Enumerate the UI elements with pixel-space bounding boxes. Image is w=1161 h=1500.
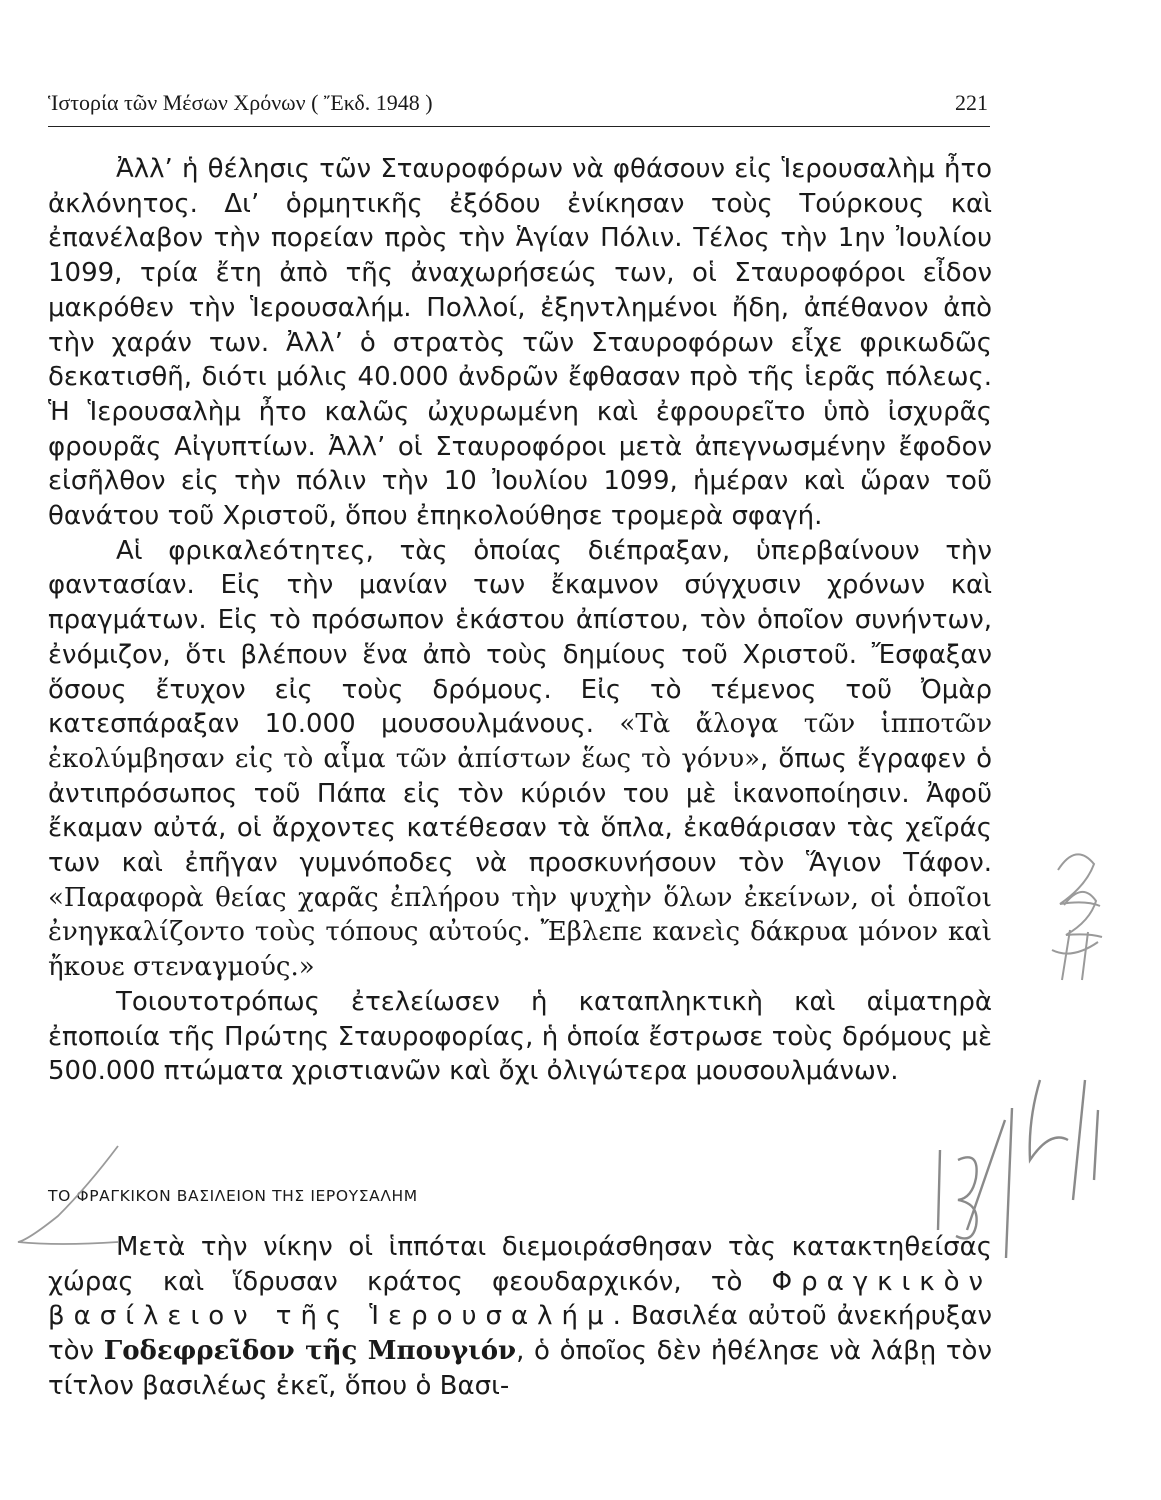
paragraph-3: Τοιουτοτρόπως ἐτελείωσεν ἡ καταπληκτικὴ καὶ αἱματηρὰ ἐποποιία τῆς Πρώτης Σταυροφορίας, ἡ ὁποία ἔστρωσε τοὺς δρόμους μὲ 500.000 πτώματα χριστιανῶν καὶ ὄχι ὀλιγώτερα μουσουλμάνων. xyxy=(48,986,992,1087)
section-part-b: . Βασιλέα αὐτοῦ ἀνεκήρυξαν τὸν xyxy=(48,1301,993,1367)
section-part-c: , ὁ ὁποῖος δὲν ἠθέλησε νὰ λάβῃ τὸν τίτλον βασιλέως ἐκεῖ, ὅπου ὁ Βασι- xyxy=(48,1336,992,1401)
running-header xyxy=(48,90,988,116)
section-heading: ΤΟ ΦΡΑΓΚΙΚΟΝ ΒΑΣΙΛΕΙΟΝ ΤΗΣ ΙΕΡΟΥΣΑΛΗΜ xyxy=(48,1187,418,1205)
header-rule xyxy=(48,126,990,127)
spaced-phrase: Φραγκικὸν βασίλειον τῆς Ἱερουσαλήμ xyxy=(48,1266,992,1332)
section-part-a: Μετὰ τὴν νίκην οἱ ἱππόται διεμοιράσθησαν τὰς κατακτηθείσας χώρας καὶ ἵδρυσαν κράτος φεουδαρχικόν, τὸ xyxy=(48,1232,992,1297)
main-text xyxy=(48,152,992,1089)
pencil-mark-top xyxy=(1052,854,1102,980)
paragraph-2 xyxy=(48,534,992,985)
chronicle-quote-2: «Παραφορὰ θείας χαρᾶς ἐπλήρου τὴν ψυχὴν ὅλων ἐκείνων, οἱ ὁποῖοι ἐνηγκαλίζοντο τοὺς τόπους αὐτούς. Ἔβλεπε κανεὶς δάκρυα μόνον καὶ ἤκουε στεναγμούς.» xyxy=(48,882,992,983)
section-text xyxy=(48,1230,992,1404)
paragraph-2-part-a: Αἱ φρικαλεότητες, τὰς ὁποίας διέπραξαν, ὑπερβαίνουν τὴν φαντασίαν. Εἰς τὴν μανίαν των ἔκαμνον σύγχυσιν χρόνων καὶ πραγμάτων. Εἰς τὸ πρόσωπον ἑκάστου ἀπίστου, τὸν ὁποῖον συνήντων, ἐνόμιζον, ὅτι βλέπουν ἕνα ἀπὸ τοὺς δημίους τοῦ Χριστοῦ. Ἔσφαξαν ὅσους ἔτυχον εἰς τοὺς δρόμους. Εἰς τὸ τέμενος τοῦ Ὀμὰρ κατεσπάραξαν 10.000 μουσουλμάνους. xyxy=(48,535,992,740)
section-paragraph xyxy=(48,1230,992,1404)
page-number: 221 xyxy=(955,90,988,115)
king-name: Γοδεφρεῖδον τῆς Μπουγιόν xyxy=(103,1336,517,1367)
paragraph-2-part-b: , ὅπως ἔγραφεν ὁ ἀντιπρόσωπος τοῦ Πάπα εἰς τὸν κύριόν του μὲ ἱκανοποίησιν. Ἀφοῦ ἔκαμαν αὐτά, οἱ ἄρχοντες κατέθεσαν τὰ ὅπλα, ἐκαθάρισαν τὰς χεῖράς των καὶ ἐπῆγαν γυμνόποδες νὰ προσκυνήσουν τὸν Ἅγιον Τάφον. xyxy=(48,743,992,879)
paragraph-1: Ἀλλ’ ἡ θέλησις τῶν Σταυροφόρων νὰ φθάσουν εἰς Ἱερουσαλὴμ ἦτο ἀκλόνητος. Δι’ ὁρμητικῆς ἐξόδου ἐνίκησαν τοὺς Τούρκους καὶ ἐπανέλαβον τὴν πορείαν πρὸς τὴν Ἁγίαν Πόλιν. Τέλος τὴν 1ην Ἰουλίου 1099, τρία ἔτη ἀπὸ τῆς ἀναχωρήσεώς των, οἱ Σταυροφόροι εἶδον μακρόθεν τὴν Ἱερουσαλήμ. Πολλοί, ἐξηντλημένοι ἤδη, ἀπέθανον ἀπὸ τὴν χαράν των. Ἀλλ’ ὁ στρατὸς τῶν Σταυροφόρων εἶχε φρικωδῶς δεκατισθῆ, διότι μόλις 40.000 ἀνδρῶν ἔφθασαν πρὸ τῆς ἱερᾶς πόλεως. Ἡ Ἱερουσαλὴμ ἦτο καλῶς ὠχυρωμένη καὶ ἐφρουρεῖτο ὑπὸ ἰσχυρᾶς φρουρᾶς Αἰγυπτίων. Ἀλλ’ οἱ Σταυροφόροι μετὰ ἀπεγνωσμένην ἔφοδον εἰσῆλθον εἰς τὴν πόλιν τὴν 10 Ἰουλίου 1099, ἡμέραν καὶ ὥραν τοῦ θανάτου τοῦ Χριστοῦ, ὅπου ἐπηκολούθησε τρομερὰ σφαγή. xyxy=(48,154,992,532)
chronicle-quote-1: «Τὰ ἄλογα τῶν ἱπποτῶν ἐκολύμβησαν εἰς τὸ αἷμα τῶν ἀπίστων ἕως τὸ γόνυ» xyxy=(48,709,992,774)
running-title: Ἱστορία τῶν Μέσων Χρόνων ( Ἔκδ. 1948 ) xyxy=(48,90,433,115)
